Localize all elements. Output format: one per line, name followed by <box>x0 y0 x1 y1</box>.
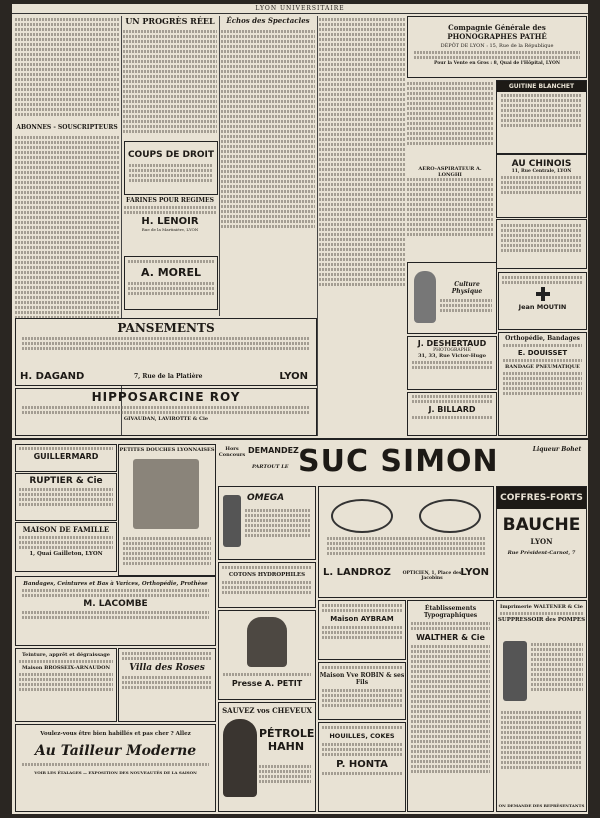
ad-cotons: COTONS HYDROPHILES <box>218 562 316 608</box>
camera-illustration <box>223 495 241 547</box>
ad-pansements: PANSEMENTS H. DAGAND 7, Rue de la Platière LYON <box>15 318 317 386</box>
ad-bandages-lacombe: Bandages, Ceintures et Bas à Varices, Orthopédie, Prothèse M. LACOMBE <box>15 576 216 646</box>
press-illustration <box>247 617 287 667</box>
newspaper-page <box>12 4 588 814</box>
progress-heading: UN PROGRÈS RÉEL <box>125 16 215 26</box>
spectacles-heading: Échos des Spectacles <box>226 16 310 25</box>
ad-petrole-hahn: SAUVEZ vos CHEVEUX PÉTROLE HAHN <box>218 702 316 812</box>
column-3-body <box>221 28 315 318</box>
ad-guitine: GUITINE BLANCHET <box>496 80 587 154</box>
cross-icon <box>536 287 550 301</box>
suc-simon-title: SUC SIMON <box>298 444 499 479</box>
ad-robin: Maison Vve ROBIN & ses Fils <box>318 662 406 720</box>
ad-teinture: Teinture, apprêt et dégraissage Maison BROSSEIX-ARNAUDON <box>15 648 117 722</box>
column-rule <box>317 16 318 436</box>
column-5-body <box>407 80 493 160</box>
ad-farines: FARINES POUR RÉGIMES H. LENOIR Rue de la Martinière, LYON <box>124 197 216 253</box>
ad-omega: OMEGA <box>218 486 316 560</box>
column-4-body <box>319 16 405 436</box>
column-5-body-2 <box>407 176 493 256</box>
ad-houilles-honta: HOUILLES, COKES P. HONTA <box>318 722 406 812</box>
ad-orthopedie: Orthopédie, Bandages E. DOUISSET BANDAGE PNEUMATIQUE <box>498 332 587 436</box>
ad-walther: Établissements Typographiques WALTHER & Cie <box>407 600 494 812</box>
ad-morel: A. MOREL <box>124 256 218 310</box>
ad-suc-simon: Hors Concours DEMANDEZ PARTOUT LE SUC SIMON Liqueur Bohet <box>218 444 582 479</box>
ad-villa-des-roses: Villa des Roses <box>118 648 216 722</box>
ad-culture-physique: Culture Physique <box>407 262 497 334</box>
masthead: LYON UNIVERSITAIRE <box>12 4 588 14</box>
ad-au-chinois: AU CHINOIS 11, Rue Centrale, LYON <box>496 154 587 218</box>
athlete-figure <box>414 271 436 323</box>
spectacles-right-icon <box>419 499 481 533</box>
column-1-top <box>15 16 119 120</box>
ad-maison-famille: MAISON DE FAMILLE 1, Quai Gailleton, LYON <box>15 522 117 572</box>
ad-tailleur-moderne: Voulez-vous être bien habillés et pas cher ? Allez Au Tailleur Moderne VOIR LES ÉTALAGES — EXPOSITION DES NOUVEAUTÉS DE LA SAISON <box>15 724 216 812</box>
page-divider <box>12 438 588 440</box>
ad-pathe: Compagnie Générale des PHONOGRAPHES PATHÉ DÉPÔT DE LYON : 15, Rue de la République Pour la Vente en Gros : 8, Quai de l'Hôpital, LYON <box>407 16 587 78</box>
ad-hipposarcine: HIPPOSARCINE ROY GIVAUDAN, LAVIROTTE & Cie <box>15 388 317 436</box>
ad-landroz: L. LANDROZ OPTICIEN, 1, Place des Jacobins LYON <box>318 486 494 598</box>
pump-illustration <box>503 641 527 701</box>
spectacles-left-icon <box>331 499 393 533</box>
ad-suppressoir: Imprimerie WALTENER & Cie SUPPRESSOIR des POMPES ON DEMANDE DES REPRÉSENTANTS <box>496 600 587 812</box>
ad-moutin: Jean MOUTIN <box>498 272 587 330</box>
ad-billard: J. BILLARD <box>407 392 497 436</box>
woman-portrait <box>223 719 257 797</box>
ad-petites-douches: PETITES DOUCHES LYONNAISES <box>118 444 216 576</box>
ad-deshertaud: J. DESHERTAUD PHOTOGRAPHE 31, 33, Rue Victor-Hugo <box>407 336 497 390</box>
ad-guillermard: GUILLERMARD <box>15 444 117 472</box>
ad-coups-de-droit: COUPS DE DROIT <box>124 141 218 195</box>
shower-illustration <box>133 459 199 529</box>
column-2-body <box>123 28 217 138</box>
subscribers-heading: ABONNÉS - SOUSCRIPTEURS <box>16 124 118 131</box>
ad-ruptier: RUPTIER & Cie <box>15 473 117 521</box>
column-rule <box>219 16 220 316</box>
ad-bauche: COFFRES-FORTS BAUCHE LYON Rue Président-Carnot, 7 <box>496 486 587 598</box>
ad-grands-bains <box>496 219 587 269</box>
ad-presse-petit: Presse A. PETIT <box>218 610 316 700</box>
ad-aybram: Maison AYBRAM <box>318 600 406 660</box>
ad-aero-aspirateur: AÉRO-ASPIRATEUR A. LONGHI <box>418 166 482 178</box>
